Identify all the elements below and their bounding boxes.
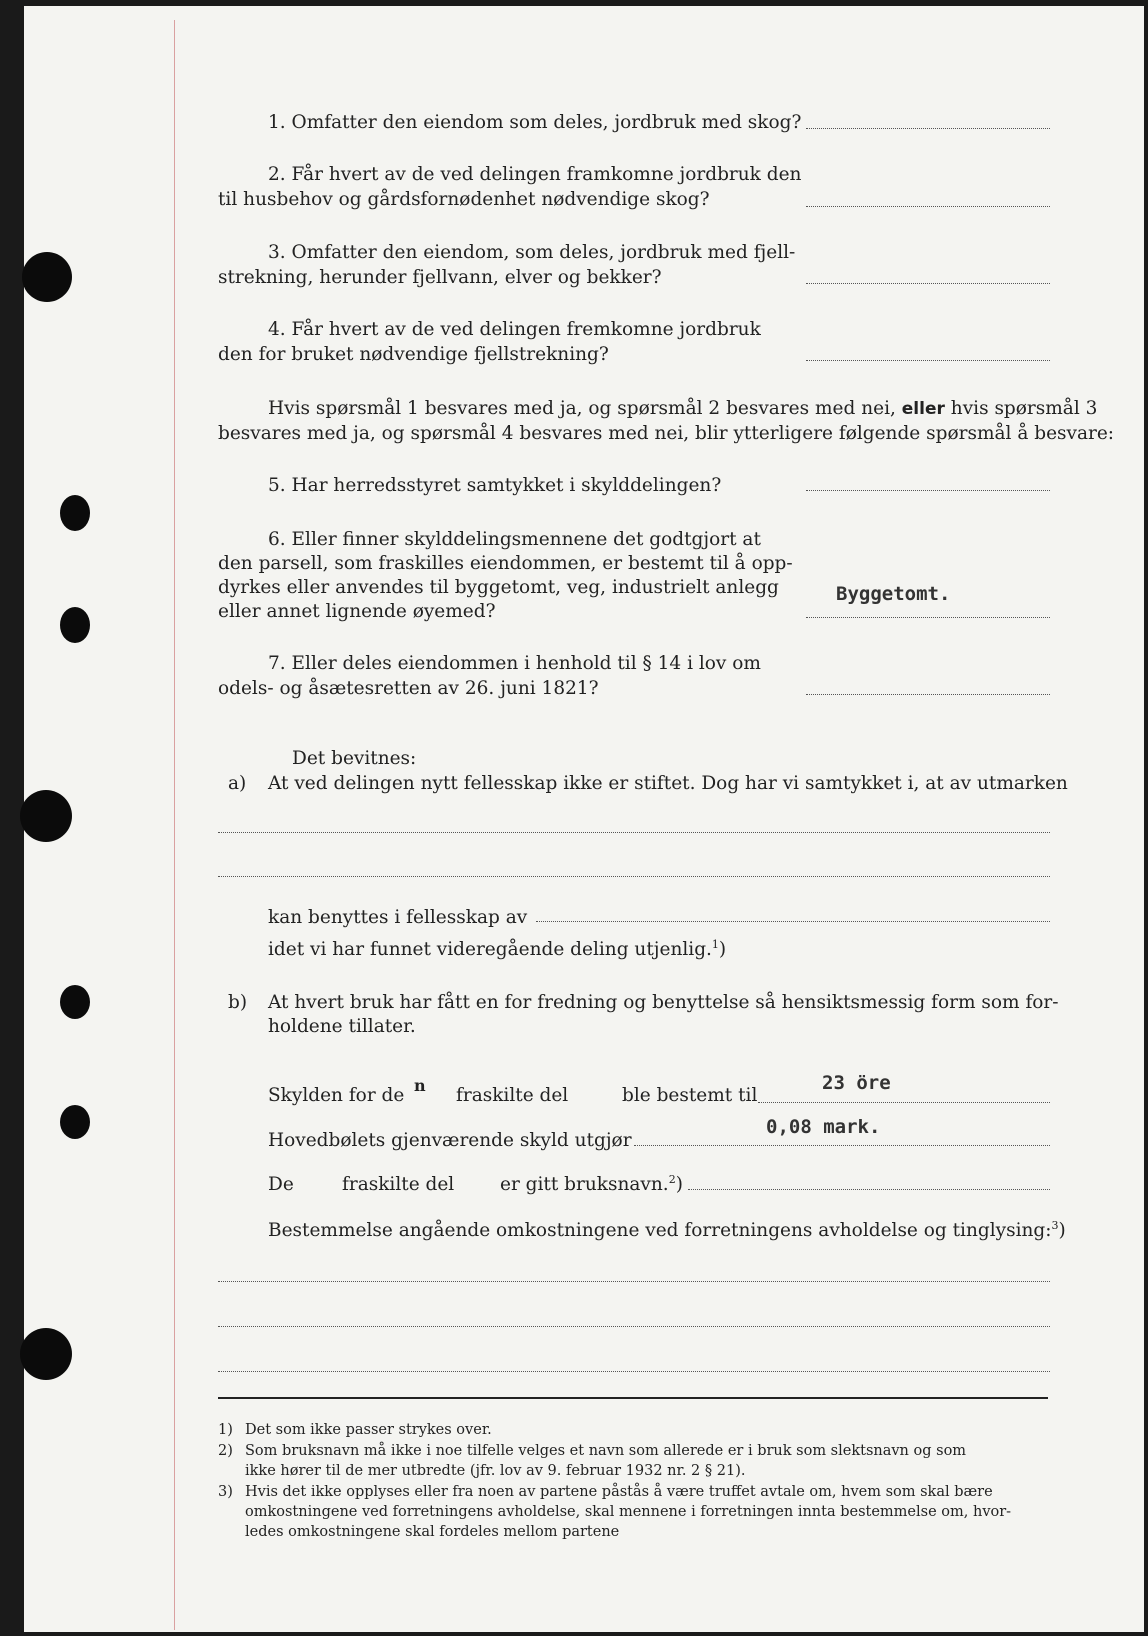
footnote-divider xyxy=(218,1397,1048,1399)
footnote-2-line-1: Som bruksnavn må ikke i noe tilfelle velges et navn som allerede er i bruk som slektsnavn og som xyxy=(245,1443,967,1459)
question-7-line-1: 7. Eller deles eiendommen i henhold til § 14 i lov om xyxy=(268,653,761,674)
name-label-b: fraskilte del xyxy=(342,1174,455,1195)
further-division-label: idet vi har funnet videregående deling utjenlig. xyxy=(268,939,712,960)
skyld-label-b: fraskilte del xyxy=(456,1085,569,1106)
bruksnavn-line[interactable] xyxy=(688,1189,1050,1190)
footnote-ref-3: 3 xyxy=(1051,1218,1059,1232)
margin-rule xyxy=(174,20,175,1630)
footnote-3-line-3: ledes omkostningene skal fordeles mellom partene xyxy=(245,1524,620,1540)
shared-use-line[interactable] xyxy=(536,921,1050,922)
instructions-part-a: Hvis spørsmål 1 besvares med ja, og spørsmål 2 besvares med nei, xyxy=(268,398,896,419)
binder-hole xyxy=(60,495,90,531)
answer-line-1[interactable] xyxy=(806,128,1050,129)
footnote-2-line-2: ikke hører til de mer utbredte (jfr. lov av 9. februar 1932 nr. 2 § 21). xyxy=(245,1463,746,1479)
answer-line-2[interactable] xyxy=(806,206,1050,207)
attest-a-label: a) xyxy=(228,773,247,794)
footnote-3-line-2: omkostningene ved forretningens avholdelse, skal mennene i forretningen innta bestemmelse om, hvor- xyxy=(245,1504,1012,1520)
answer-line-3[interactable] xyxy=(806,283,1050,284)
question-2-line-1: 2. Får hvert av de ved delingen framkomne jordbruk den xyxy=(268,164,802,185)
question-6-line-1: 6. Eller finner skylddelingsmennene det godtgjort at xyxy=(268,529,761,550)
binder-hole xyxy=(20,1328,72,1380)
skyld-handwritten-n: n xyxy=(414,1076,426,1095)
question-6-line-2: den parsell, som fraskilles eiendommen, er bestemt til å opp- xyxy=(218,553,793,574)
footnote-1: Det som ikke passer strykes over. xyxy=(245,1422,492,1438)
attest-b-line-2: holdene tillater. xyxy=(268,1016,416,1037)
question-3-line-1: 3. Omfatter den eiendom, som deles, jordbruk med fjell- xyxy=(268,242,796,263)
question-4-line-2: den for bruket nødvendige fjellstrekning? xyxy=(218,344,609,365)
cost-line-3[interactable] xyxy=(218,1371,1050,1372)
question-3-line-2: strekning, herunder fjellvann, elver og bekker? xyxy=(218,267,662,288)
attest-heading: Det bevitnes: xyxy=(292,748,417,769)
binder-hole xyxy=(60,985,90,1019)
instructions-part-b: hvis spørsmål 3 xyxy=(950,398,1098,419)
skyld-label-a: Skylden for de xyxy=(268,1085,405,1106)
footnote-ref-2: 2 xyxy=(668,1172,676,1186)
binder-hole xyxy=(60,607,90,643)
attest-b-line-1: At hvert bruk har fått en for fredning og benyttelse så hensiktsmessig form som for- xyxy=(268,992,1059,1013)
question-1: 1. Omfatter den eiendom som deles, jordbruk med skog? xyxy=(268,112,802,133)
name-label-c: er gitt bruksnavn.$^2$) xyxy=(500,1172,683,1195)
binder-hole xyxy=(22,252,72,302)
utmark-line-1[interactable] xyxy=(218,832,1050,833)
attest-a-text: At ved delingen nytt fellesskap ikke er stiftet. Dog har vi samtykket i, at av utmarken xyxy=(268,773,1068,794)
shared-use-label: kan benyttes i fellesskap av xyxy=(268,907,528,928)
cost-line-1[interactable] xyxy=(218,1281,1050,1282)
hoved-label: Hovedbølets gjenværende skyld utgjør xyxy=(268,1130,632,1151)
question-2-line-2: til husbehov og gårdsfornødenhet nødvendige skog? xyxy=(218,189,710,210)
cost-line-2[interactable] xyxy=(218,1326,1050,1327)
question-5: 5. Har herredsstyret samtykket i skylddelingen? xyxy=(268,475,722,496)
answer-line-5[interactable] xyxy=(806,490,1050,491)
hoved-line[interactable] xyxy=(634,1145,1050,1146)
footnote-2-mark: 2) xyxy=(218,1443,233,1459)
cost-label: Bestemmelse angående omkostningene ved forretningens avholdelse og tinglysing:$^3$) xyxy=(268,1218,1066,1241)
footnote-ref-1: 1 xyxy=(711,937,719,951)
footnote-1-mark: 1) xyxy=(218,1422,233,1438)
answer-line-6[interactable] xyxy=(806,617,1050,618)
attest-b-label: b) xyxy=(228,992,248,1013)
question-6-answer: Byggetomt. xyxy=(836,583,951,605)
binder-hole xyxy=(60,1105,90,1139)
skyld-value: 23 öre xyxy=(822,1072,891,1094)
skyld-label-c: ble bestemt til xyxy=(622,1085,758,1106)
hoved-value: 0,08 mark. xyxy=(766,1116,881,1138)
cost-label-text: Bestemmelse angående omkostningene ved forretningens avholdelse og tinglysing: xyxy=(268,1220,1052,1241)
question-7-line-2: odels- og åsætesretten av 26. juni 1821? xyxy=(218,678,599,699)
footnote-3-line-1: Hvis det ikke opplyses eller fra noen av partene påstås å være truffet avtale om, hvem som skal bære xyxy=(245,1484,993,1500)
further-division-text: idet vi har funnet videregående deling utjenlig.$^1$) xyxy=(268,937,727,960)
name-label-a: De xyxy=(268,1174,294,1195)
question-6-line-4: eller annet lignende øyemed? xyxy=(218,601,496,622)
instructions-line-2: besvares med ja, og spørsmål 4 besvares med nei, blir ytterligere følgende spørsmål å besvare: xyxy=(218,423,1115,444)
skyld-line[interactable] xyxy=(758,1102,1050,1103)
answer-line-7[interactable] xyxy=(806,694,1050,695)
binder-hole xyxy=(20,790,72,842)
question-4-line-1: 4. Får hvert av de ved delingen fremkomne jordbruk xyxy=(268,319,761,340)
footnote-3-mark: 3) xyxy=(218,1484,233,1500)
name-label-text: er gitt bruksnavn. xyxy=(500,1174,669,1195)
utmark-line-2[interactable] xyxy=(218,876,1050,877)
instructions-line-1 xyxy=(268,397,1097,421)
question-6-line-3: dyrkes eller anvendes til byggetomt, veg, industrielt anlegg xyxy=(218,577,779,598)
answer-line-4[interactable] xyxy=(806,360,1050,361)
instructions-keyword: eller xyxy=(901,399,945,419)
